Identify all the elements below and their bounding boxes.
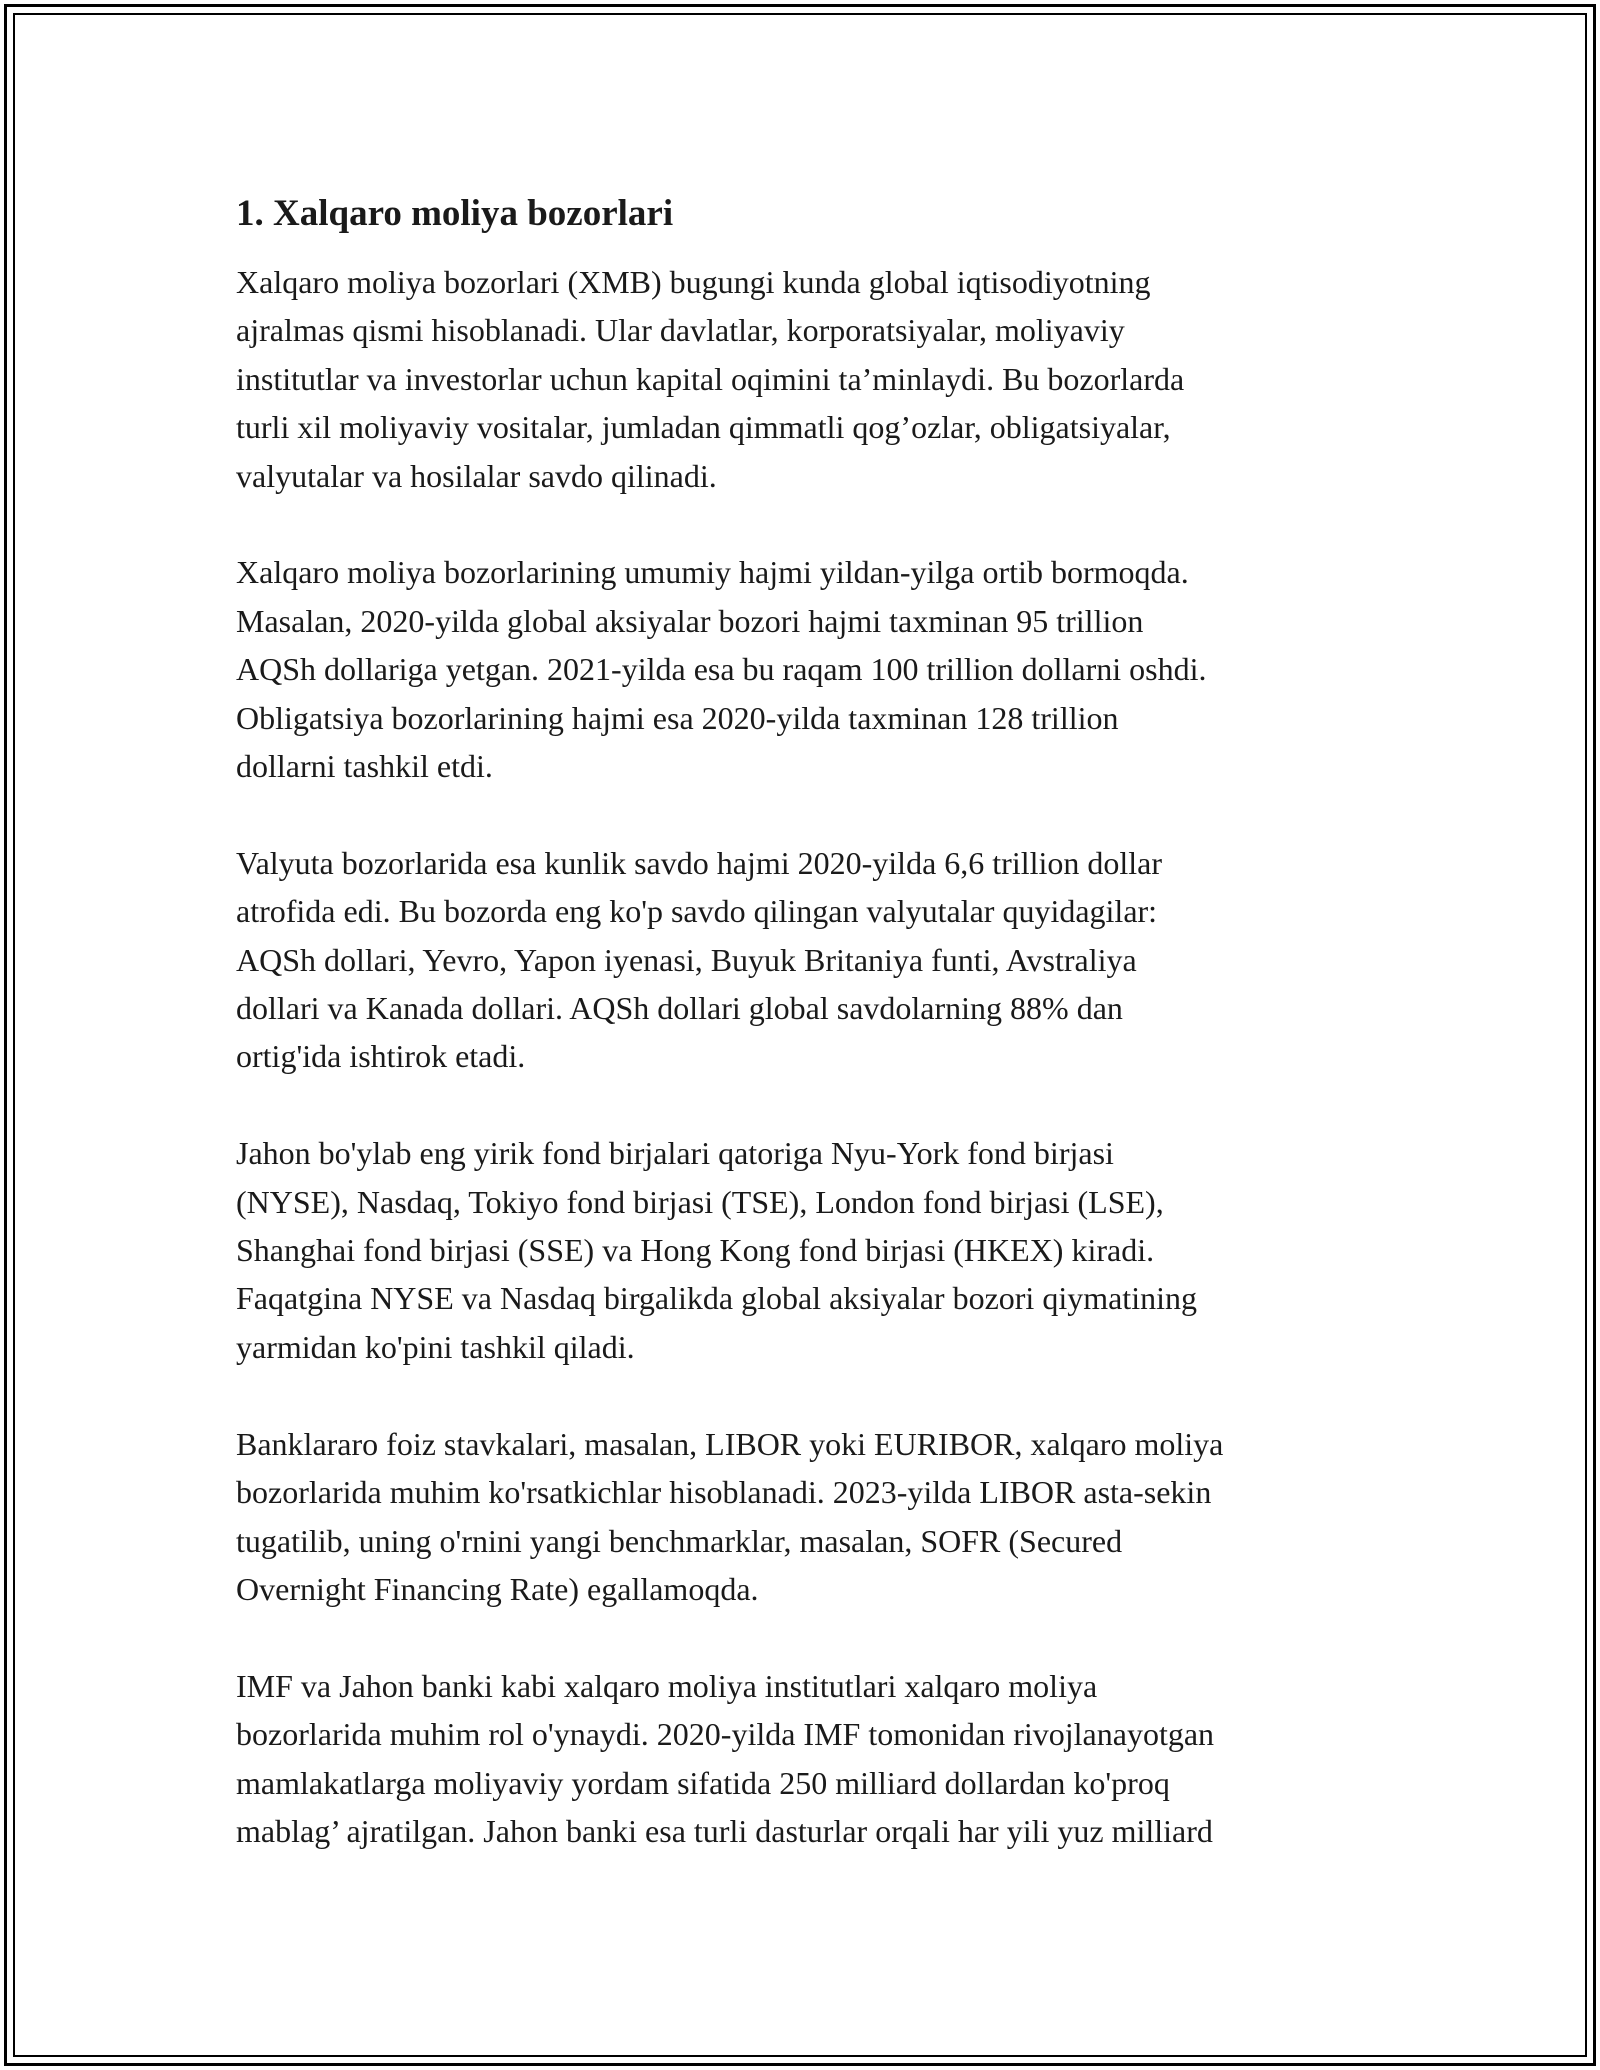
text-line: Obligatsiya bozorlarining hajmi esa 2020-yilda taxminan 128 trillion [236,699,1119,736]
text-line: Xalqaro moliya bozorlari (XMB) bugungi kunda global iqtisodiyotning [236,264,1151,300]
text-line: ortig'ida ishtirok etadi. [236,1038,526,1075]
text-line: AQSh dollari, Yevro, Yapon iyenasi, Buyuk Britaniya funti, Avstraliya [236,941,1137,978]
paragraph-stock-exchanges [236,1129,1376,1371]
text-line: ajralmas qismi hisoblanadi. Ular davlatlar, korporatsiyalar, moliyaviy [236,312,1125,349]
paragraph-currency-markets [236,839,1376,1081]
text-line: mamlakatlarga moliyaviy yordam sifatida 250 milliard dollardan ko'proq [236,1764,1170,1801]
text-line: Valyuta bozorlarida esa kunlik savdo hajmi 2020-yilda 6,6 trillion dollar [236,844,1163,881]
section-title: 1. Xalqaro moliya bozorlari [236,193,674,234]
text-line: IMF va Jahon banki kabi xalqaro moliya institutlari xalqaro moliya [236,1667,1098,1704]
text-line: dollarni tashkil etdi. [236,748,493,785]
document-page [236,188,1376,1904]
text-line: Xalqaro moliya bozorlarining umumiy hajmi yildan-yilga ortib bormoqda. [236,554,1189,591]
text-line: (NYSE), Nasdaq, Tokiyo fond birjasi (TSE), London fond birjasi (LSE), [236,1183,1164,1220]
text-line: valyutalar va hosilalar savdo qilinadi. [236,457,717,494]
text-line: atrofida edi. Bu bozorda eng ko'p savdo qilingan valyutalar quyidagilar: [236,893,1158,930]
text-line: Jahon bo'ylab eng yirik fond birjalari qatoriga Nyu-York fond birjasi [236,1135,1114,1172]
text-line: tugatilib, uning o'rnini yangi benchmarklar, masalan, SOFR (Secured [236,1522,1123,1559]
text-line: Shanghai fond birjasi (SSE) va Hong Kong fond birjasi (HKEX) kiradi. [236,1232,1155,1269]
text-line: Banklararo foiz stavkalari, masalan, LIBOR yoki EURIBOR, xalqaro moliya [236,1425,1224,1462]
text-line: Masalan, 2020-yilda global aksiyalar bozori hajmi taxminan 95 trillion [236,602,1144,639]
paragraph-intro [236,258,1376,500]
text-line: mablag’ ajratilgan. Jahon banki esa turli dasturlar orqali har yili yuz milliard [236,1812,1213,1849]
text-line: bozorlarida muhim rol o'ynaydi. 2020-yilda IMF tomonidan rivojlanayotgan [236,1716,1215,1753]
text-line: Overnight Financing Rate) egallamoqda. [236,1570,759,1607]
text-line: yarmidan ko'pini tashkil qiladi. [236,1328,635,1365]
text-line: AQSh dollariga yetgan. 2021-yilda esa bu raqam 100 trillion dollarni oshdi. [236,651,1207,688]
text-line: bozorlarida muhim ko'rsatkichlar hisoblanadi. 2023-yilda LIBOR asta-sekin [236,1474,1212,1511]
text-line: Faqatgina NYSE va Nasdaq birgalikda global aksiyalar bozori qiymatining [236,1280,1197,1317]
paragraph-market-size [236,548,1376,790]
paragraph-institutions [236,1662,1376,1856]
text-line: turli xil moliyaviy vositalar, jumladan qimmatli qog’ozlar, obligatsiyalar, [236,409,1171,446]
paragraph-interest-rates [236,1420,1376,1614]
text-line: institutlar va investorlar uchun kapital oqimini ta’minlaydi. Bu bozorlarda [236,360,1185,397]
text-line: dollari va Kanada dollari. AQSh dollari global savdolarning 88% dan [236,990,1123,1027]
